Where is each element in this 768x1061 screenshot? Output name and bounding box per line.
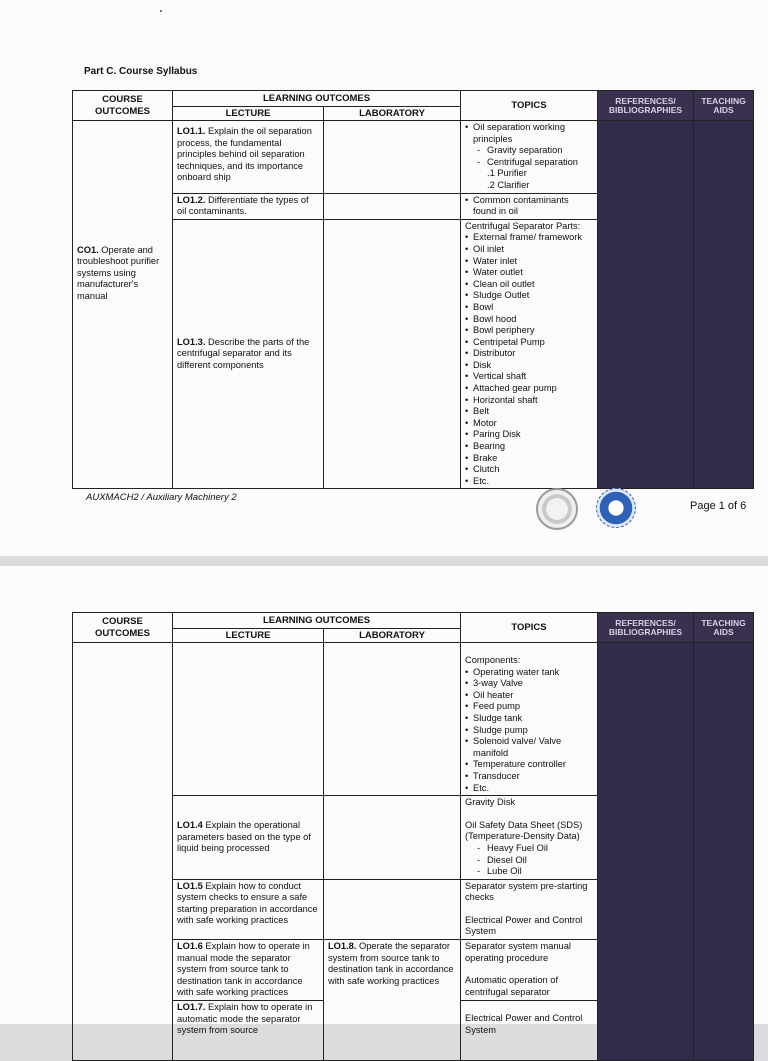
header-topics: TOPICS [461,613,598,643]
lo16-text: Explain how to operate in manual mode the separator system from source tank to destination tank in accordance with safe working practices [177,941,310,998]
syllabus-page-2 [0,566,768,1036]
lecture-cell-empty [173,643,324,796]
lecture-lo12 [173,193,324,219]
topics-gravity-disk [461,796,598,880]
header-learning-outcomes: LEARNING OUTCOMES [173,91,461,107]
parts-heading: Centrifugal Separator Parts: [465,220,581,231]
list-item: • Sludge tank [465,713,593,725]
lecture-lo11 [173,121,324,194]
list-item: • 3-way Valve [465,678,593,690]
scan-speck [160,10,162,12]
topic-prestart: Separator system pre-starting checks [465,880,588,903]
topic-line: found in oil [473,206,518,217]
lecture-lo14 [173,796,324,880]
section-title: Part C. Course Syllabus [84,66,198,77]
list-item: • Vertical shaft [465,371,593,383]
lab-cell-empty [324,643,461,796]
lo12-code: LO1.2. [177,194,206,205]
topics-oil-separation [461,121,598,194]
topics-separator-parts [461,219,598,489]
topic-oil-hfo: - Heavy Fuel Oil [465,843,593,855]
list-item: • Solenoid valve/ Valve manifold [465,736,593,759]
list-item: • Bowl hood [465,314,593,326]
lecture-lo13 [173,219,324,489]
list-item: • Sludge pump [465,725,593,737]
list-item: • Water outlet [465,267,593,279]
header-references: REFERENCES/ BIBLIOGRAPHIES [598,91,694,121]
topic-dash-gravity: - Gravity separation [465,145,593,157]
lab-cell-empty [324,121,461,194]
teaching-aids-cell [694,121,754,489]
list-item: • Belt [465,406,593,418]
header-course-outcomes: COURSE OUTCOMES [73,91,173,121]
lab-cell-empty [324,796,461,880]
list-item: • Feed pump [465,701,593,713]
syllabus-table-page-2 [72,612,754,1061]
syllabus-table-page-1 [72,90,754,489]
list-item: • Temperature controller [465,759,593,771]
topic-auto-operation: Automatic operation of centrifugal separator [465,975,559,997]
lo13-text: Describe the parts of the centrifugal separator and its different components [177,336,310,370]
header-course-outcomes: COURSE OUTCOMES [73,613,173,643]
header-laboratory: LABORATORY [324,107,461,121]
lo16-code: LO1.6 [177,941,203,952]
list-item: • Motor [465,418,593,430]
topic-electrical: Electrical Power and Control System [465,914,583,937]
certification-seal-logo [596,488,636,528]
lo17-code: LO1.7. [177,1002,206,1013]
lo15-text: Explain how to conduct system checks to ensure a safe starting preparation in accordance with safe working practices [177,880,318,926]
list-item: • Attached gear pump [465,383,593,395]
lab-cell-empty [324,879,461,939]
lo18-text: Operate the separator system from source tank to destination tank in accordance with safe working practices [328,941,454,986]
topics-prestart [461,879,598,939]
lecture-lo17 [173,1001,324,1061]
list-item: • Disk [465,360,593,372]
list-item: • Distributor [465,348,593,360]
header-topics: TOPICS [461,91,598,121]
parts-list [465,232,593,487]
topics-manual-operation [461,940,598,1001]
lo18-code: LO1.8. [328,941,357,952]
list-item: • Clutch [465,464,593,476]
list-item: • Etc. [465,783,593,795]
topic-electrical: Electrical Power and Control System [465,1013,583,1035]
lo12-text: Differentiate the types of oil contaminants. [177,194,309,217]
header-laboratory: LABORATORY [324,629,461,643]
topic-oil-lube: - Lube Oil [465,866,593,878]
lo13-code: LO1.3. [177,336,206,347]
lo17-text: Explain how to operate in automatic mode the separator system from source [177,1002,313,1036]
lo15-code: LO1.5 [177,880,203,891]
list-item: • Paring Disk [465,429,593,441]
co1-code: CO1. [77,244,99,255]
list-item: • Oil inlet [465,244,593,256]
list-item: • Operating water tank [465,667,593,679]
components-list [465,667,593,795]
list-item: • Etc. [465,476,593,488]
teaching-aids-cell [694,643,754,1061]
references-cell [598,643,694,1061]
lab-lo18 [324,940,461,1061]
list-item: • Bearing [465,441,593,453]
header-references: REFERENCES/ BIBLIOGRAPHIES [598,613,694,643]
topic-sub-purifier: .1 Purifier [487,168,527,179]
header-teaching-aids: TEACHING AIDS [694,613,754,643]
lo14-code: LO1.4 [177,820,203,831]
topic-oil-diesel: - Diesel Oil [465,855,593,867]
topic-bullet: • Common contaminants [465,195,593,207]
lecture-lo16 [173,940,324,1001]
topic-sub-clarifier: .2 Clarifier [487,179,530,190]
list-item: • Sludge Outlet [465,290,593,302]
header-learning-outcomes: LEARNING OUTCOMES [173,613,461,629]
lo11-code: LO1.1. [177,126,206,136]
topic-gravity-disk: Gravity Disk [465,797,516,808]
topic-bullet: • Oil separation working principles [465,122,593,145]
lo14-text: Explain the operational parameters based on the type of liquid being processed [177,820,311,854]
course-outcome-cell-empty [73,643,173,1061]
header-lecture: LECTURE [173,107,324,121]
header-lecture: LECTURE [173,629,324,643]
list-item: • External frame/ framework [465,232,593,244]
topic-dash-centrifugal: - Centrifugal separation [465,157,593,169]
lecture-lo15 [173,879,324,939]
lo11-text: Explain the oil separation process, the fundamental principles behind oil separation techniques, and its importance onboard ship [177,126,312,183]
list-item: • Transducer [465,771,593,783]
topics-components [461,643,598,796]
list-item: • Oil heater [465,690,593,702]
list-item: • Clean oil outlet [465,279,593,291]
course-outcome-co1 [73,121,173,489]
components-heading: Components: [465,655,521,665]
references-cell [598,121,694,489]
topic-manual-procedure: Separator system manual operating procedure [465,941,571,963]
list-item: • Centripetal Pump [465,337,593,349]
topic-sds-data: (Temperature-Density Data) [465,831,580,842]
co1-text: Operate and troubleshoot purifier systems using manufacturer's manual [77,244,160,302]
page-number: Page 1 of 6 [690,500,747,512]
list-item: • Water inlet [465,256,593,268]
lab-cell-empty [324,219,461,489]
footer-course-code: AUXMACH2 / Auxiliary Machinery 2 [86,492,237,503]
lab-cell-empty [324,193,461,219]
header-teaching-aids: TEACHING AIDS [694,91,754,121]
topic-sds: Oil Safety Data Sheet (SDS) [465,819,583,830]
institution-seal-logo [536,488,578,530]
list-item: • Brake [465,453,593,465]
topics-contaminants [461,193,598,219]
list-item: • Bowl periphery [465,325,593,337]
list-item: • Horizontal shaft [465,395,593,407]
topics-electrical-2 [461,1001,598,1061]
list-item: • Bowl [465,302,593,314]
